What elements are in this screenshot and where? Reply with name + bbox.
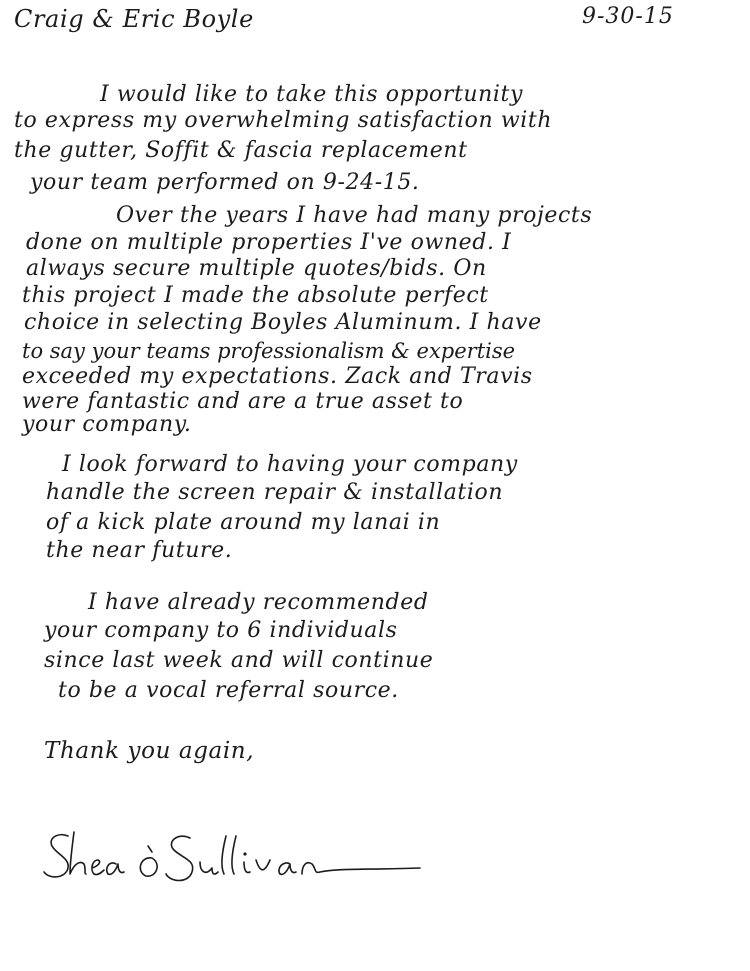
salutation: Craig & Eric Boyle [14, 5, 254, 33]
paragraph-line: Over the years I have had many projects [116, 203, 593, 228]
paragraph-line: to express my overwhelming satisfaction with [14, 108, 553, 133]
paragraph-line: your team performed on 9-24-15. [30, 170, 420, 195]
signature-scribble [40, 828, 440, 898]
paragraph-line: handle the screen repair & installation [46, 480, 504, 505]
paragraph-line: this project I made the absolute perfect [22, 283, 489, 308]
paragraph-line: choice in selecting Boyles Aluminum. I have [24, 310, 542, 335]
paragraph-line: the near future. [46, 538, 233, 563]
signature-image [40, 828, 440, 898]
paragraph-line: to be a vocal referral source. [58, 678, 399, 703]
paragraph-line: since last week and will continue [44, 648, 434, 673]
paragraph-line: were fantastic and are a true asset to [22, 389, 464, 414]
paragraph-line: I would like to take this opportunity [100, 82, 524, 107]
paragraph-line: done on multiple properties I've owned. I [26, 230, 512, 255]
closing: Thank you again, [44, 738, 255, 764]
paragraph-line: exceeded my expectations. Zack and Travis [22, 364, 533, 389]
paragraph-line: your company to 6 individuals [44, 618, 398, 643]
paragraph-line: I look forward to having your company [62, 452, 518, 477]
paragraph-line: always secure multiple quotes/bids. On [26, 256, 487, 281]
paragraph-line: to say your teams professionalism & expertise [22, 339, 516, 363]
letter-date: 9-30-15 [582, 4, 674, 29]
paragraph-line: the gutter, Soffit & fascia replacement [14, 138, 468, 163]
paragraph-line: your company. [22, 412, 192, 437]
paragraph-line: of a kick plate around my lanai in [46, 510, 441, 535]
paragraph-line: I have already recommended [88, 590, 429, 615]
